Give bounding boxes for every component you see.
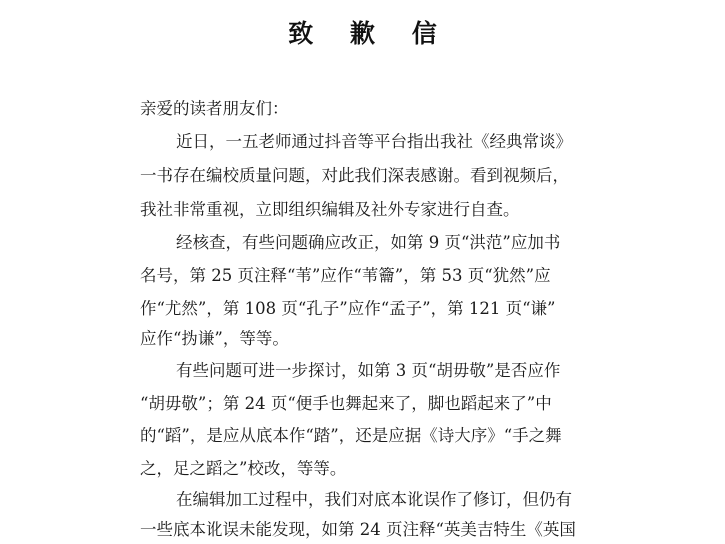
paragraph-1-line-2: 一书存在编校质量问题，对此我们深表感谢。看到视频后，	[140, 166, 569, 185]
paragraph-3-line-4: 之，足之蹈之”校改，等等。	[140, 459, 347, 478]
salutation: 亲爱的读者朋友们：	[140, 99, 289, 118]
paragraph-1-line-3: 我社非常重视，立即组织编辑及社外专家进行自查。	[140, 200, 520, 219]
paragraph-3-line-2: “胡毋敬”；第 24 页“便手也舞起来了，脚也蹈起来了”中	[140, 394, 552, 413]
paragraph-4-line-1: 在编辑加工过程中，我们对底本讹误作了修订，但仍有	[176, 490, 572, 509]
paragraph-2-line-2: 名号，第 25 页注释“苇”应作“苇籥”，第 53 页“犹然”应	[140, 266, 551, 285]
letter-title: 致 歉 信	[288, 19, 451, 48]
paragraph-1-line-1: 近日，一五老师通过抖音等平台指出我社《经典常谈》	[176, 132, 572, 151]
paragraph-2-line-1: 经核查，有些问题确应改正，如第 9 页“洪范”应加书	[176, 233, 561, 252]
paragraph-3-line-1: 有些问题可进一步探讨，如第 3 页“胡毋敬”是否应作	[176, 361, 561, 380]
paragraph-4-line-2: 一些底本讹误未能发现，如第 24 页注释“英美吉特生《英国	[140, 520, 576, 539]
paragraph-3-line-3: 的“蹈”，是应从底本作“踏”，还是应据《诗大序》“手之舞	[140, 426, 562, 445]
paragraph-2-line-4: 应作“㧑谦”，等等。	[140, 329, 289, 348]
paragraph-2-line-3: 作“尤然”，第 108 页“孔子”应作“孟子”，第 121 页“谦”	[140, 299, 556, 318]
